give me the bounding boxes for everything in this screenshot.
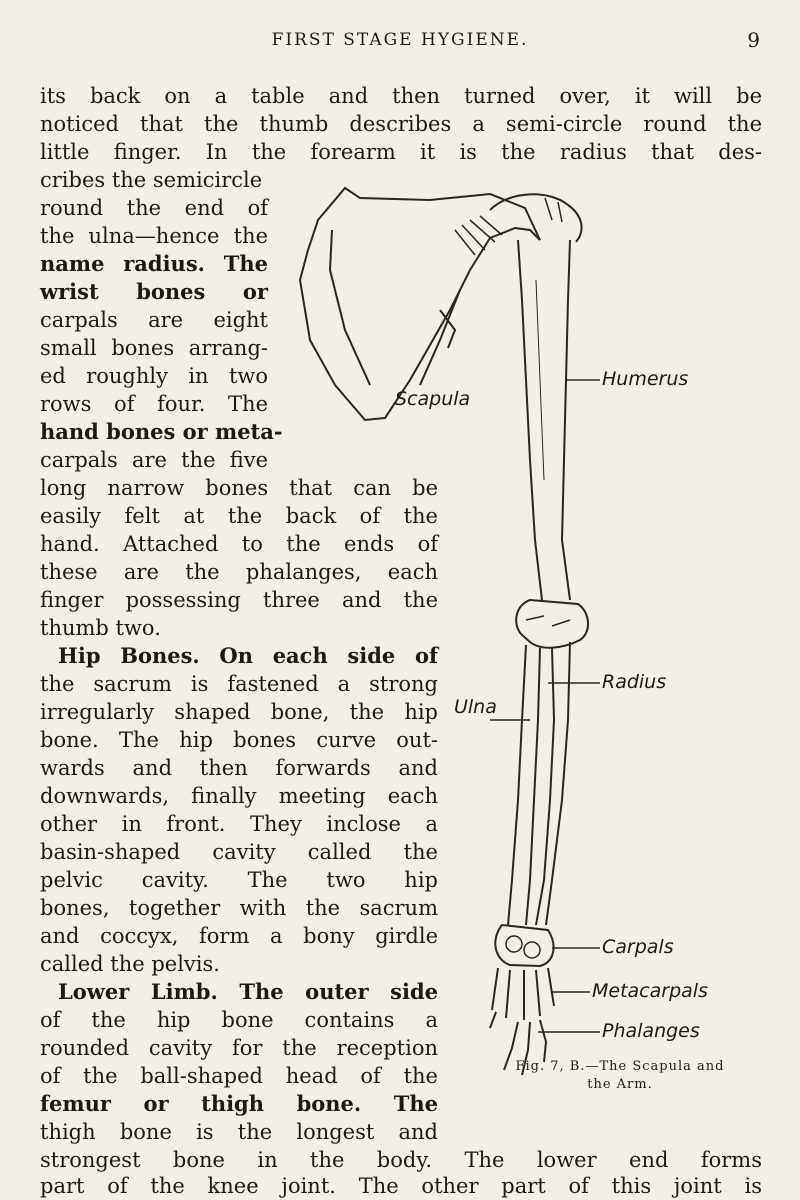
text-line: femur or thigh bone. The bbox=[40, 1091, 438, 1116]
text-line: little finger. In the forearm it is the radius that des- bbox=[40, 140, 762, 164]
text-line: cribes the semicircle bbox=[40, 168, 263, 192]
text-line: irregularly shaped bone, the hip bbox=[40, 700, 438, 724]
text-line: thumb two. bbox=[40, 616, 161, 640]
text-line: called the pelvis. bbox=[40, 952, 220, 976]
text-line: Hip Bones. On each side of bbox=[58, 643, 438, 668]
label-radius: Radius bbox=[602, 671, 667, 693]
text-line: ed roughly in two bbox=[40, 364, 268, 388]
text-line: these are the phalanges, each bbox=[40, 560, 438, 584]
text-line: and coccyx, form a bony girdle bbox=[40, 924, 438, 948]
text-line: carpals are eight bbox=[40, 308, 268, 332]
text-line: its back on a table and then turned over, it will be bbox=[40, 84, 762, 108]
figure-caption bbox=[470, 1058, 770, 1094]
text-line: wards and then forwards and bbox=[40, 756, 438, 780]
label-metacarpals: Metacarpals bbox=[592, 980, 708, 1002]
text-line: of the ball-shaped head of the bbox=[40, 1064, 438, 1088]
text-line: rounded cavity for the reception bbox=[40, 1036, 438, 1060]
arm-bones-illustration bbox=[290, 180, 760, 1080]
label-ulna: Ulna bbox=[454, 696, 497, 718]
text-line: strongest bone in the body. The lower end forms bbox=[40, 1148, 762, 1172]
caption-line: Fig. 7, B.—The Scapula and bbox=[515, 1059, 725, 1074]
text-line: of the hip bone contains a bbox=[40, 1008, 438, 1032]
caption-line: the Arm. bbox=[587, 1077, 653, 1092]
text-line: small bones arrang- bbox=[40, 336, 268, 360]
label-carpals: Carpals bbox=[602, 936, 674, 958]
text-line: pelvic cavity. The two hip bbox=[40, 868, 438, 892]
text-line: finger possessing three and the bbox=[40, 588, 438, 612]
text-line: the ulna—hence the bbox=[40, 224, 268, 248]
text-line: name radius. The bbox=[40, 251, 268, 276]
text-line: bones, together with the sacrum bbox=[40, 896, 438, 920]
text-line: bone. The hip bones curve out- bbox=[40, 728, 438, 752]
text-line: Lower Limb. The outer side bbox=[58, 979, 438, 1004]
page-header bbox=[0, 30, 800, 60]
text-line: basin-shaped cavity called the bbox=[40, 840, 438, 864]
page-number: 9 bbox=[747, 28, 760, 52]
text-line: wrist bones or bbox=[40, 279, 268, 304]
text-line: thigh bone is the longest and bbox=[40, 1120, 438, 1144]
text-line: part of the knee joint. The other part of this joint is bbox=[40, 1174, 762, 1198]
arm-bones-figure bbox=[290, 180, 760, 1080]
text-line: carpals are the five bbox=[40, 448, 268, 472]
text-line: the sacrum is fastened a strong bbox=[40, 672, 438, 696]
text-line: rows of four. The bbox=[40, 392, 268, 416]
text-line: round the end of bbox=[40, 196, 268, 220]
text-line: long narrow bones that can be bbox=[40, 476, 438, 500]
text-line: hand bones or meta- bbox=[40, 419, 283, 444]
label-humerus: Humerus bbox=[602, 368, 689, 390]
text-line: easily felt at the back of the bbox=[40, 504, 438, 528]
text-line: downwards, finally meeting each bbox=[40, 784, 438, 808]
text-line: other in front. They inclose a bbox=[40, 812, 438, 836]
text-line: hand. Attached to the ends of bbox=[40, 532, 438, 556]
label-scapula: Scapula bbox=[395, 388, 471, 410]
text-line: noticed that the thumb describes a semi-circle round the bbox=[40, 112, 762, 136]
label-phalanges: Phalanges bbox=[602, 1020, 700, 1042]
running-head: FIRST STAGE HYGIENE. bbox=[271, 30, 529, 50]
